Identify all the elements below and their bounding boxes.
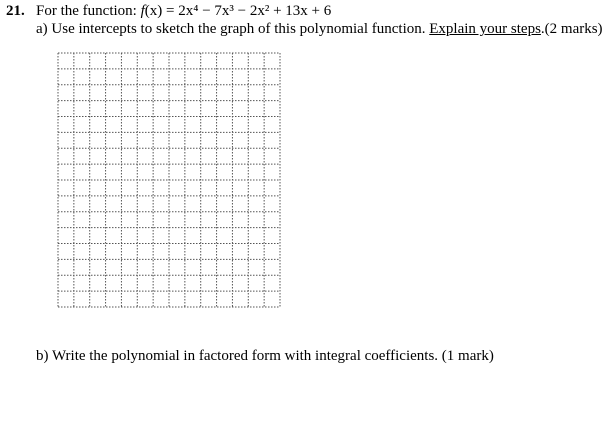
graph-grid[interactable] [57,52,281,308]
question-number: 21. [6,3,25,19]
question-header [6,2,331,20]
part-a-text: a) Use intercepts to sketch the graph of this polynomial function. [36,21,430,37]
graph-grid-svg [57,52,281,308]
part-a-prompt [36,20,603,38]
part-b-prompt: b) Write the polynomial in factored form with integral coefficients. (1 mark) [36,348,494,364]
part-a-underlined-text: Explain your steps [429,21,541,37]
question-intro: For the function: [36,3,141,19]
function-name: f [140,3,145,19]
function-argument: (x) [144,3,163,19]
function-expression: = 2x⁴ − 7x³ − 2x² + 13x + 6 [162,3,332,19]
part-a-marks: .(2 marks) [540,21,603,37]
